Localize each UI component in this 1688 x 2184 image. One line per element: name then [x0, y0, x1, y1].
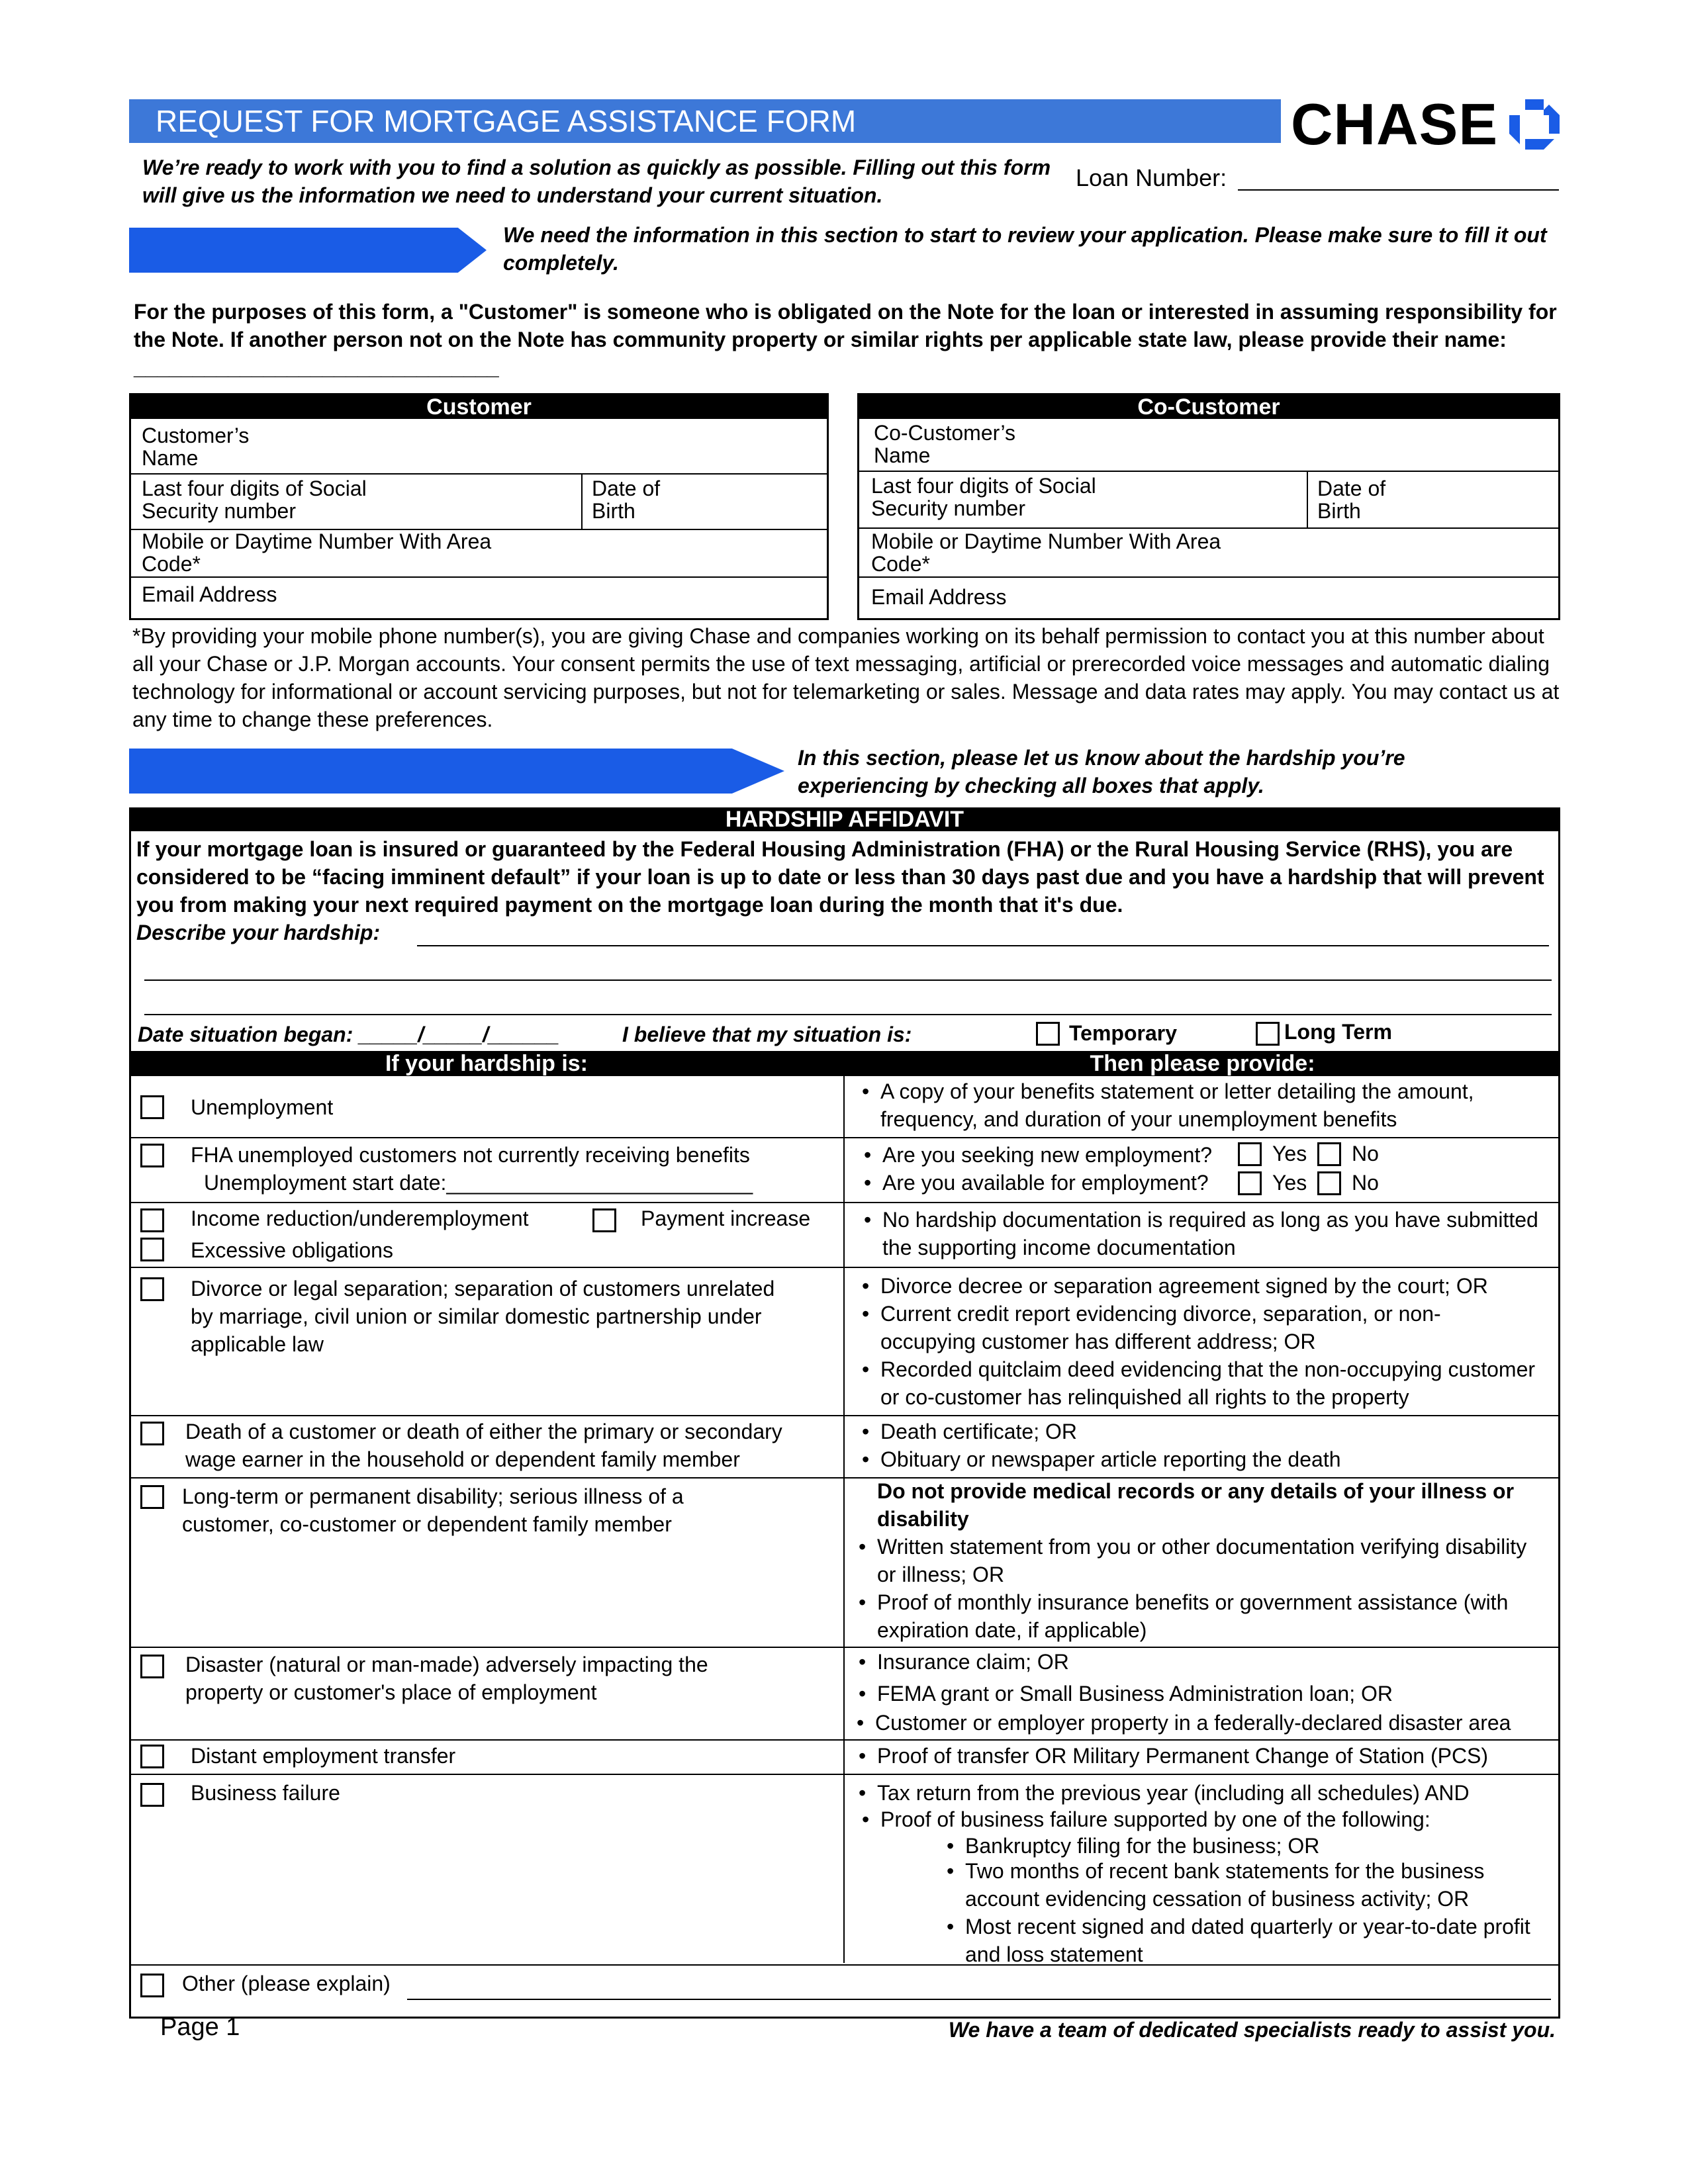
available-yes-label: Yes	[1272, 1171, 1307, 1195]
temporary-label: Temporary	[1069, 1021, 1178, 1045]
describe-line-2[interactable]	[144, 979, 1552, 981]
cocustomer-email-label[interactable]: Email Address	[871, 585, 1007, 609]
cocustomer-dob-label[interactable]: Date of Birth	[1317, 477, 1386, 523]
income-label: Income reduction/underemployment	[191, 1206, 529, 1230]
business-doc-2: • Proof of business failure supported by one of the following:	[880, 1805, 1430, 1833]
consent-text: *By providing your mobile phone number(s), you are giving Chase and companies working on its behalf permission to contact you at this number about all your Chase or J.P. Morgan accounts. Your consent permits the use of text messaging, artificial or prerecorded voice messages and automatic dialing technology for informational or account servicing purposes, but not for telemarketing or sales. Message and data rates may apply. You may contact us at any time to change these preferences.	[132, 624, 1560, 731]
hardship-header: HARDSHIP AFFIDAVIT	[129, 807, 1560, 831]
income-checkbox[interactable]	[140, 1208, 164, 1232]
disaster-doc-2: • FEMA grant or Small Business Administration loan; OR	[877, 1680, 1393, 1707]
available-employment: • Are you available for employment?	[882, 1169, 1209, 1197]
disaster-checkbox[interactable]	[140, 1655, 164, 1678]
believe-label: I believe that my situation is:	[622, 1023, 912, 1046]
transfer-checkbox[interactable]	[140, 1745, 164, 1768]
section2-note: In this section, please let us know about the hardship you’re experiencing by checking all boxes that apply.	[798, 746, 1405, 797]
disability-doc-1: • Written statement from you or other documentation verifying disability or illness; OR	[877, 1533, 1539, 1588]
describe-line-3[interactable]	[144, 1014, 1552, 1015]
intro-text: We’re ready to work with you to find a solution as quickly as possible. Filling out this form will give us the information we need to understand your current situation.	[142, 156, 1051, 207]
col-right-header: Then please provide:	[1090, 1051, 1315, 1076]
disaster-label: Disaster (natural or man-made) adversely impacting the property or customer's place of employment	[185, 1653, 708, 1704]
col-left-header: If your hardship is:	[385, 1051, 588, 1076]
long-term-checkbox[interactable]	[1256, 1022, 1280, 1046]
disability-checkbox[interactable]	[140, 1485, 164, 1509]
cocustomer-header: Co-Customer	[859, 395, 1558, 419]
footer-tagline: We have a team of dedicated specialists ready to assist you.	[948, 2018, 1556, 2042]
form-title: REQUEST FOR MORTGAGE ASSISTANCE FORM	[129, 99, 1281, 143]
excessive-checkbox[interactable]	[140, 1238, 164, 1261]
seeking-no-checkbox[interactable]	[1317, 1142, 1341, 1166]
unemployment-doc: • A copy of your benefits statement or letter detailing the amount, frequency, and duration of your unemployment benefits	[880, 1077, 1549, 1133]
temporary-checkbox[interactable]	[1036, 1022, 1060, 1046]
income-doc: • No hardship documentation is required as long as you have submitted the supporting income documentation	[882, 1206, 1544, 1261]
available-no-label: No	[1352, 1171, 1379, 1195]
purpose-text: For the purposes of this form, a "Customer" is someone who is obligated on the Note for the loan or interested in assuming responsibility for the Note. If another person not on the Note has community property or similar rights per applicable state law, please provide their name: _______________________________	[134, 300, 1557, 379]
chase-logo-text: CHASE	[1291, 91, 1499, 157]
seeking-yes-label: Yes	[1272, 1142, 1307, 1165]
business-sub-2: • Two months of recent bank statements for the business account evidencing cessation of business activity; OR	[965, 1857, 1534, 1913]
transfer-label: Distant employment transfer	[191, 1744, 456, 1768]
disability-label: Long-term or permanent disability; serious illness of a customer, co-customer or dependent family member	[182, 1484, 684, 1536]
chase-octagon-icon	[1508, 98, 1561, 151]
fha-checkbox[interactable]	[140, 1144, 164, 1167]
describe-label: Describe your hardship:	[136, 921, 381, 944]
business-doc-1: • Tax return from the previous year (including all schedules) AND	[877, 1779, 1470, 1807]
section2-arrow	[129, 749, 784, 794]
seeking-no-label: No	[1352, 1142, 1379, 1165]
hardship-affidavit	[129, 807, 1560, 2019]
divorce-doc-1: • Divorce decree or separation agreement signed by the court; OR	[880, 1272, 1556, 1300]
business-sub-1: • Bankruptcy filing for the business; OR	[965, 1832, 1319, 1860]
cocustomer-name-label[interactable]: Co-Customer’s Name	[874, 421, 1015, 467]
available-yes-checkbox[interactable]	[1238, 1171, 1262, 1195]
cocustomer-phone-label[interactable]: Mobile or Daytime Number With Area Code*	[871, 529, 1221, 576]
customer-name-label[interactable]: Customer’s Name	[142, 424, 250, 470]
death-doc-1: • Death certificate; OR	[880, 1418, 1077, 1445]
payment-increase-label: Payment increase	[641, 1206, 811, 1230]
business-label: Business failure	[191, 1781, 340, 1805]
other-explain-line[interactable]	[407, 1999, 1551, 2000]
loan-number-label: Loan Number:	[1076, 164, 1227, 191]
unemployment-label: Unemployment	[191, 1095, 334, 1119]
customer-dob-label[interactable]: Date of Birth	[592, 477, 661, 523]
cocustomer-table	[857, 393, 1560, 620]
death-label: Death of a customer or death of either the primary or secondary wage earner in the household or dependent family member	[185, 1420, 782, 1471]
business-sub-3: • Most recent signed and dated quarterly or year-to-date profit and loss statement	[965, 1913, 1534, 1968]
seeking-employment: • Are you seeking new employment?	[882, 1141, 1212, 1169]
fha-label: FHA unemployed customers not currently receiving benefits	[191, 1143, 750, 1167]
customer-email-label[interactable]: Email Address	[142, 582, 277, 606]
hardship-intro: If your mortgage loan is insured or guaranteed by the Federal Housing Administration (FHA) or the Rural Housing Service (RHS), you are considered to be “facing imminent default” if your loan is up to date or less than 30 days past due and you have a hardship that will prevent you from making your next required payment on the mortgage loan during the month that it's due.	[136, 837, 1544, 917]
describe-line-1[interactable]	[417, 945, 1549, 946]
transfer-doc: • Proof of transfer OR Military Permanent Change of Station (PCS)	[877, 1742, 1488, 1770]
seeking-yes-checkbox[interactable]	[1238, 1142, 1262, 1166]
excessive-label: Excessive obligations	[191, 1238, 393, 1262]
other-checkbox[interactable]	[140, 1974, 164, 1997]
death-checkbox[interactable]	[140, 1422, 164, 1445]
business-checkbox[interactable]	[140, 1783, 164, 1807]
section1-note: We need the information in this section to start to review your application. Please make sure to fill it out completely.	[503, 223, 1547, 275]
payment-increase-checkbox[interactable]	[592, 1208, 616, 1232]
disability-doc-2: • Proof of monthly insurance benefits or government assistance (with expiration date, if applicable)	[877, 1588, 1559, 1644]
disaster-doc-1: • Insurance claim; OR	[877, 1648, 1069, 1676]
customer-table	[129, 393, 829, 620]
date-began[interactable]: Date situation began: _____/_____/______	[138, 1023, 559, 1046]
long-term-label: Long Term	[1284, 1020, 1392, 1044]
death-doc-2: • Obituary or newspaper article reporting the death	[880, 1445, 1341, 1473]
available-no-checkbox[interactable]	[1317, 1171, 1341, 1195]
divorce-label: Divorce or legal separation; separation of customers unrelated by marriage, civil union or similar domestic partnership under applicable law	[191, 1277, 775, 1356]
fha-start-date[interactable]: Unemployment start date:__________________________	[204, 1171, 753, 1195]
customer-ssn-label[interactable]: Last four digits of Social Security number	[142, 477, 367, 523]
section1-arrow	[129, 228, 487, 273]
loan-number-field[interactable]	[1238, 189, 1559, 191]
divorce-checkbox[interactable]	[140, 1277, 164, 1301]
customer-header: Customer	[131, 395, 827, 419]
page-number: Page 1	[160, 2013, 240, 2041]
cocustomer-ssn-label[interactable]: Last four digits of Social Security number	[871, 474, 1096, 520]
customer-phone-label[interactable]: Mobile or Daytime Number With Area Code*	[142, 529, 492, 576]
disability-warning: Do not provide medical records or any details of your illness or disability	[877, 1479, 1515, 1531]
disaster-doc-3: • Customer or employer property in a federally-declared disaster area	[875, 1709, 1511, 1737]
divorce-doc-3: • Recorded quitclaim deed evidencing that the non-occupying customer or co-customer has relinquished all rights to the property	[880, 1355, 1556, 1411]
unemployment-checkbox[interactable]	[140, 1095, 164, 1119]
divorce-doc-2: • Current credit report evidencing divorce, separation, or non-occupying customer has different address; OR	[880, 1300, 1516, 1355]
other-label: Other (please explain)	[182, 1972, 391, 1995]
